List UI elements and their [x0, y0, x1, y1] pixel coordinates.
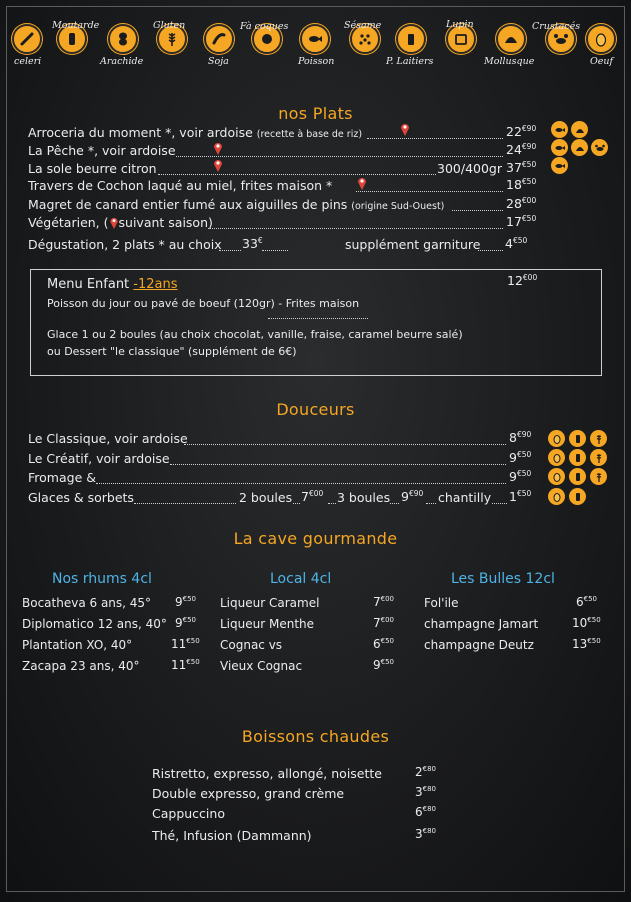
menu-enfant-line: Glace 1 ou 2 boules (au choix chocolat, vanille, fraise, caramel beurre salé) — [47, 328, 463, 341]
drink-price — [175, 616, 196, 630]
drink-name: Liqueur Menthe — [220, 617, 315, 631]
price-euros: 3 — [415, 827, 423, 841]
plat-note: (recette à base de riz) — [256, 129, 363, 140]
price-cents: €50 — [587, 637, 601, 645]
price-euros: 13 — [572, 637, 588, 651]
price-euros: 9 — [509, 469, 517, 484]
price-cents: € — [257, 236, 263, 245]
price-euros: 7 — [373, 595, 381, 609]
glace-option: 2 boules — [239, 490, 293, 505]
price-euros: 9 — [509, 450, 517, 465]
shell-icon — [571, 121, 588, 138]
price-euros: 11 — [171, 658, 187, 672]
dot-leader — [208, 228, 503, 229]
shell-icon — [496, 24, 526, 54]
plat-price — [506, 196, 536, 211]
menu-enfant-title — [47, 277, 178, 292]
price-euros: 7 — [301, 489, 309, 504]
menu-enfant-price — [507, 273, 537, 288]
milk-icon — [569, 430, 586, 447]
fish-icon — [551, 157, 568, 174]
price-cents: €80 — [422, 827, 437, 835]
price-cents: €00 — [308, 489, 324, 498]
glace-price — [509, 489, 531, 504]
plat-price — [506, 142, 536, 157]
price-euros: 4 — [505, 236, 513, 251]
price-cents: €50 — [516, 450, 532, 459]
location-pin-icon — [213, 158, 223, 172]
drink-name: Cognac vs — [220, 638, 283, 652]
fish-icon — [300, 24, 330, 54]
supplement-label: supplément garniture — [345, 237, 481, 252]
price-cents: €50 — [521, 214, 537, 223]
price-cents: €90 — [408, 489, 424, 498]
plat-price — [506, 124, 536, 139]
allergen-label: Lupin — [446, 19, 474, 30]
plat-note: (origine Sud-Ouest) — [351, 201, 445, 212]
drink-price — [373, 637, 394, 651]
price-euros: 2 — [415, 765, 423, 779]
price-euros: 9 — [175, 595, 183, 609]
menu-enfant-line: Poisson du jour ou pavé de boeuf (120gr) - Frites maison — [47, 297, 360, 310]
drink-price — [171, 658, 200, 672]
bulles-heading: Les Bulles 12cl — [451, 571, 555, 587]
price-euros: 10 — [572, 616, 588, 630]
price-cents: €50 — [583, 595, 598, 603]
milk-icon — [569, 488, 586, 505]
price-euros: 1 — [509, 489, 517, 504]
allergen-label: Oeuf — [590, 56, 614, 67]
allergen-label: Fà coques — [240, 21, 289, 32]
price-cents: €00 — [380, 616, 395, 624]
dot-leader — [367, 138, 503, 139]
allergen-soja — [204, 18, 234, 54]
drink-name: Ristretto, expresso, allongé, noisette — [152, 766, 382, 781]
dot-leader — [426, 503, 436, 504]
price-cents: €50 — [516, 469, 532, 478]
allergen-label: Moutarde — [52, 20, 100, 31]
menu-enfant-age: -12ans — [133, 277, 178, 292]
fish-icon — [551, 121, 568, 138]
dessert-item: Glaces & sorbets — [28, 490, 134, 505]
crab-icon — [591, 139, 608, 156]
allergen-celeri — [12, 18, 42, 54]
milk-icon — [569, 468, 586, 485]
dot-leader — [176, 156, 503, 157]
wheat-icon — [590, 449, 607, 466]
dot-leader — [452, 210, 503, 211]
glace-price — [401, 489, 423, 504]
allergen-label: Poisson — [298, 56, 335, 67]
drink-price — [415, 785, 436, 799]
local-heading: Local 4cl — [270, 571, 332, 587]
price-euros: 12 — [507, 273, 523, 288]
price-cents: €50 — [186, 658, 200, 666]
plat-name: Végétarien, ( — [28, 215, 109, 230]
drink-name: Zacapa 23 ans, 40° — [22, 659, 140, 673]
drink-price — [415, 765, 436, 779]
price-cents: €00 — [380, 595, 395, 603]
allergen-label: Mollusque — [484, 56, 535, 67]
drink-name: Bocatheva 6 ans, 45° — [22, 596, 152, 610]
price-cents: €50 — [182, 616, 197, 624]
drink-price — [415, 805, 436, 819]
allergen-mollusque — [496, 18, 526, 54]
drink-price — [373, 595, 394, 609]
price-cents: €50 — [182, 595, 197, 603]
price-cents: €80 — [422, 765, 437, 773]
dot-leader — [96, 483, 506, 484]
allergen-p-laitiers — [396, 18, 426, 54]
price-cents: €80 — [422, 785, 437, 793]
peanut-icon — [108, 24, 138, 54]
dot-leader — [219, 250, 241, 251]
section-title-cave: La cave gourmande — [233, 529, 398, 548]
price-euros: 28 — [506, 196, 522, 211]
drink-price — [373, 616, 394, 630]
dessert-item: Le Classique, voir ardoise — [28, 431, 188, 446]
price-cents: €50 — [521, 160, 537, 169]
price-cents: €50 — [380, 637, 395, 645]
price-euros: 9 — [401, 489, 409, 504]
dessert-price — [509, 469, 531, 484]
price-euros: 11 — [171, 637, 187, 651]
dot-leader — [158, 174, 436, 175]
rhums-heading: Nos rhums 4cl — [52, 571, 152, 587]
allergen-label: P. Laitiers — [386, 56, 434, 67]
dessert-price — [509, 430, 531, 445]
menu-enfant-line: ou Dessert "le classique" (supplément de 6€) — [47, 345, 297, 358]
plat-name: La Pêche *, voir ardoise — [28, 143, 176, 158]
drink-name: Liqueur Caramel — [220, 596, 320, 610]
drink-name: Diplomatico 12 ans, 40° — [22, 617, 167, 631]
plat-name: Travers de Cochon laqué au miel, frites maison * — [28, 178, 333, 193]
section-title-plats: nos Plats — [278, 104, 353, 123]
allergen-arachide — [108, 18, 138, 54]
egg-icon — [548, 449, 565, 466]
glace-option: chantilly — [438, 490, 492, 505]
shell-icon — [571, 139, 588, 156]
allergen-poisson — [300, 18, 330, 54]
price-euros: 17 — [506, 214, 522, 229]
price-euros: 3 — [415, 785, 423, 799]
section-title-douceurs: Douceurs — [276, 400, 355, 419]
price-cents: €90 — [516, 430, 532, 439]
allergen-label: Arachide — [100, 56, 144, 67]
price-euros: 33 — [242, 236, 258, 251]
location-pin-icon — [400, 122, 410, 136]
egg-icon — [586, 24, 616, 54]
drink-name: Fol'ile — [424, 596, 459, 610]
drink-price — [415, 827, 436, 841]
location-pin-icon — [213, 141, 223, 155]
price-cents: €90 — [521, 124, 537, 133]
price-euros: 6 — [373, 637, 381, 651]
drink-price — [373, 658, 394, 672]
price-cents: €50 — [186, 637, 200, 645]
menu-enfant-label: Menu Enfant — [47, 277, 134, 292]
price-cents: €50 — [587, 616, 601, 624]
dot-leader — [390, 503, 399, 504]
dot-leader — [293, 503, 300, 504]
supplement-price — [505, 236, 527, 251]
price-euros: 24 — [506, 142, 522, 157]
drink-price — [576, 595, 597, 609]
drink-price — [171, 637, 200, 651]
degustation-price — [242, 236, 263, 251]
plat-item — [28, 215, 213, 230]
milk-icon — [396, 24, 426, 54]
price-euros: 18 — [506, 177, 522, 192]
dot-leader — [134, 503, 236, 504]
location-pin-icon — [109, 216, 119, 229]
egg-icon — [548, 430, 565, 447]
drink-name: Cappuccino — [152, 806, 225, 821]
plat-item — [28, 143, 176, 158]
plat-name: Arroceria du moment *, voir ardoise — [28, 125, 253, 140]
degustation-label: Dégustation, 2 plats * au choix — [28, 237, 222, 252]
wheat-icon — [590, 468, 607, 485]
milk-icon — [569, 449, 586, 466]
drink-name: champagne Deutz — [424, 638, 534, 652]
allergen-label: celeri — [14, 56, 42, 67]
dot-leader — [356, 191, 503, 192]
plat-item — [28, 161, 157, 176]
price-euros: 8 — [509, 430, 517, 445]
price-cents: €50 — [521, 177, 537, 186]
drink-name: champagne Jamart — [424, 617, 539, 631]
price-cents: €50 — [516, 489, 532, 498]
plat-price — [506, 214, 536, 229]
egg-icon — [548, 468, 565, 485]
drink-name: Double expresso, grand crème — [152, 786, 345, 801]
egg-icon — [548, 488, 565, 505]
allergen-label: Crustacés — [532, 21, 581, 32]
plat-price — [506, 160, 536, 175]
dot-leader — [170, 464, 506, 465]
celery-icon — [12, 24, 42, 54]
dot-leader — [492, 503, 507, 504]
price-euros: 22 — [506, 124, 522, 139]
plat-name: Magret de canard entier fumé aux aiguilles de pins — [28, 197, 348, 212]
dessert-item: Le Créatif, voir ardoise — [28, 451, 170, 466]
dot-leader — [184, 444, 506, 445]
price-cents: €00 — [522, 273, 538, 282]
section-title-chaudes: Boissons chaudes — [241, 727, 390, 746]
price-cents: €50 — [512, 236, 528, 245]
price-euros: 6 — [415, 805, 423, 819]
dot-leader — [262, 250, 288, 251]
plat-name-suffix: suivant saison) — [118, 215, 213, 230]
location-pin-icon — [357, 176, 367, 190]
price-cents: €80 — [422, 805, 437, 813]
dot-leader — [328, 503, 336, 504]
price-euros: 9 — [373, 658, 381, 672]
dessert-price — [509, 450, 531, 465]
plat-weight: 300/400gr — [437, 161, 503, 176]
drink-price — [175, 595, 196, 609]
plat-item — [28, 125, 362, 140]
fish-icon — [551, 139, 568, 156]
soy-icon — [204, 24, 234, 54]
allergen-label: Gluten — [153, 20, 186, 31]
dessert-item: Fromage & — [28, 470, 96, 485]
plat-item — [28, 197, 444, 212]
price-euros: 37 — [506, 160, 522, 175]
price-euros: 7 — [373, 616, 381, 630]
price-euros: 6 — [576, 595, 584, 609]
allergen-label: Sésame — [344, 20, 382, 31]
plat-price — [506, 177, 536, 192]
drink-name: Thé, Infusion (Dammann) — [152, 828, 312, 843]
dot-leader — [478, 250, 503, 251]
price-cents: €00 — [521, 196, 537, 205]
drink-name: Plantation XO, 40° — [22, 638, 133, 652]
plat-name: La sole beurre citron — [28, 161, 157, 176]
price-euros: 9 — [175, 616, 183, 630]
drink-price — [572, 637, 601, 651]
plat-item — [28, 178, 332, 193]
glace-option: 3 boules — [337, 490, 391, 505]
allergen-oeuf — [586, 18, 616, 54]
allergen-label: Soja — [208, 56, 229, 67]
wheat-icon — [590, 430, 607, 447]
dot-leader — [268, 318, 368, 319]
price-cents: €50 — [380, 658, 395, 666]
price-cents: €90 — [521, 142, 537, 151]
drink-price — [572, 616, 601, 630]
glace-price — [301, 489, 323, 504]
drink-name: Vieux Cognac — [220, 659, 303, 673]
